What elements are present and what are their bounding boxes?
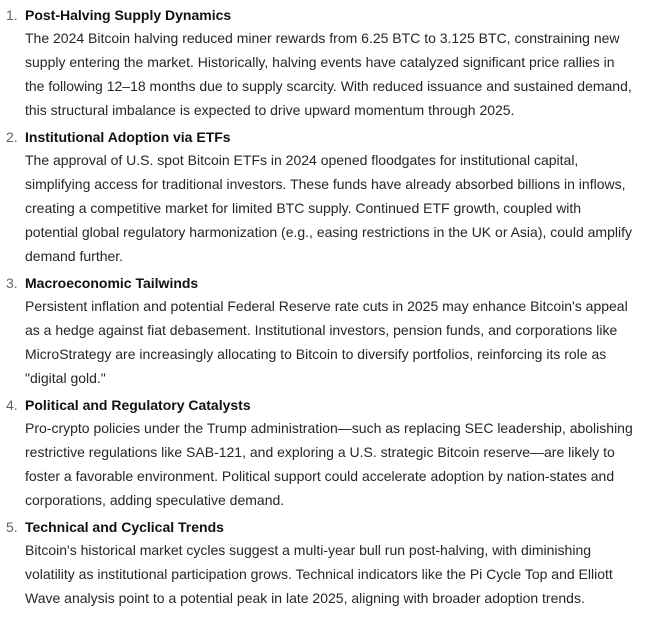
section-paragraph: The 2024 Bitcoin halving reduced miner rewards from 6.25 BTC to 3.125 BTC, constraining new supply entering the market. Historically, halving events have catalyzed significant price rallies in the following 12–18 months due to supply scarcity. With reduced issuance and sustained demand, this structural imbalance is expected to drive upward momentum through 2025. <box>25 30 632 118</box>
list-number: 4. <box>6 397 18 413</box>
section-heading: Technical and Cyclical Trends <box>25 519 224 535</box>
list-item-5 <box>6 516 636 610</box>
section-paragraph: Pro-crypto policies under the Trump administration—such as replacing SEC leadership, abolishing restrictive regulations like SAB-121, and exploring a U.S. strategic Bitcoin reserve—are likely to foster a favorable environment. Political support could accelerate adoption by nation-states and corporations, adding speculative demand. <box>25 420 633 508</box>
list-item-4 <box>6 394 636 512</box>
list-item-2 <box>6 126 636 268</box>
section-paragraph: Persistent inflation and potential Federal Reserve rate cuts in 2025 may enhance Bitcoin's appeal as a hedge against fiat debasement. Institutional investors, pension funds, and corporations like MicroStrategy are increasingly allocating to Bitcoin to diversify portfolios, reinforcing its role as "digital gold." <box>25 298 628 386</box>
section-heading: Political and Regulatory Catalysts <box>25 397 251 413</box>
list-item-3 <box>6 272 636 390</box>
section-paragraph: The approval of U.S. spot Bitcoin ETFs in 2024 opened floodgates for institutional capital, simplifying access for traditional investors. These funds have already absorbed billions in inflows, creating a competitive market for limited BTC supply. Continued ETF growth, coupled with potential global regulatory harmonization (e.g., easing restrictions in the UK or Asia), could amplify demand further. <box>25 152 632 264</box>
list-number: 2. <box>6 129 18 145</box>
list-item-1 <box>6 4 636 122</box>
list-number: 3. <box>6 275 18 291</box>
section-heading: Macroeconomic Tailwinds <box>25 275 199 291</box>
section-heading: Post-Halving Supply Dynamics <box>25 7 232 23</box>
section-paragraph: Bitcoin's historical market cycles suggest a multi-year bull run post-halving, with diminishing volatility as institutional participation grows. Technical indicators like the Pi Cycle Top and Elliott Wave analysis point to a potential peak in late 2025, aligning with broader adoption trends. <box>25 542 613 606</box>
list-number: 1. <box>6 7 18 23</box>
section-heading: Institutional Adoption via ETFs <box>25 129 231 145</box>
list-number: 5. <box>6 519 18 535</box>
